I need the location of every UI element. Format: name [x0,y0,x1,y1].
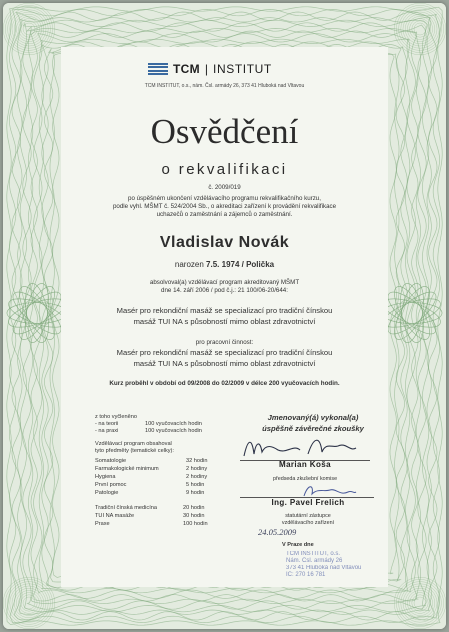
subject-label: Praxe [95,521,110,527]
intro-line-1: po úspěšném ukončení vzdělávacího programu rekvalifikačního kurzu, [128,195,321,202]
subject-label: První pomoc [95,482,127,488]
logo-institute: INSTITUT [213,62,272,76]
hours-theory-label: - na teorii [95,421,119,427]
chair-name: Marian Koša [279,460,331,469]
subject-label: Farmakologické minimum [95,466,159,472]
hours-practice-value: 100 vyučovacích hodin [145,428,202,434]
chair-signature [238,432,368,462]
subject-value: 9 hodin [186,490,205,496]
accreditation-line-1: absolvoval(a) vzdělávací program akreditovaný MŠMT [149,279,300,286]
logo-stripes-icon [148,63,168,76]
accreditation-line-2: dne 14. září 2006 / pod č.j.: 21 100/06-20/644: [161,287,288,294]
director-role-2: vzdělávacího zařízení [281,520,335,526]
subject-label: Tradiční čínská medicína [95,505,157,511]
place-label: V Praze dne [282,542,314,548]
subject-value: 5 hodin [186,482,205,488]
examiner-heading-1: Jmenovaný(á) vykonal(a) [267,413,359,422]
birth-line [0,260,449,269]
subject-value: 2 hodiny [186,466,208,472]
director-name: Ing. Pavel Frelich [271,498,345,507]
director-role-1: statutární zástupce [285,513,331,519]
intro-line-3: uchazečů o zaměstnání a zájemců o zaměstnání. [156,211,293,218]
intro-line-2: podle vyhl. MŠMT č. 524/2004 Sb., o akreditaci zařízení k provádění rekvalifikace [112,203,337,210]
stamp-line-4: IČ: 270 16 781 [286,572,326,578]
course-period: Kurz proběhl v období od 09/2008 do 02/2009 v délce 200 vyučovacích hodin. [109,380,340,387]
subject-value: 100 hodin [183,521,208,527]
birth-label: narozen [174,260,204,269]
subject-label: Hygiena [95,474,116,480]
program-line-2: masáž TUI NA s působností mimo oblast zdravotnictví [133,317,316,326]
birth-value: 7.5. 1974 / Polička [206,260,275,269]
examiner-heading-2: úspěšně závěrečné zkoušky [262,424,364,433]
header-address: TCM INSTITUT, o.s., nám. Čsl. armády 26, 373 41 Hluboká nad Vltavou [144,83,305,89]
subject-value: 2 hodiny [186,474,208,480]
certificate-paper [3,3,446,629]
subject-value: 30 hodin [183,513,205,519]
logo-brand: TCM [173,62,200,76]
logo-separator: | [204,62,209,76]
logo [148,62,272,76]
stamp-line-2: Nám. Čsl. armády 26 [286,558,343,564]
subject-label: TUI NA masáže [95,513,135,519]
certificate-subtitle: o rekvalifikaci [161,161,288,178]
certificate-number: č. 2009/019 [208,184,241,191]
work-line-2: masáž TUI NA s působností mimo oblast zdravotnictví [133,359,316,368]
hours-theory-value: 100 vyučovacích hodin [145,421,202,427]
program-intro-1: Vzdělávací program obsahoval [95,441,172,447]
work-line-1: Masér pro rekondiční masáž se specializací pro tradiční čínskou [116,348,333,357]
stamp-line-3: 373 41 Hluboká nad Vltavou [286,565,362,571]
subject-label: Somatologie [95,458,127,464]
subject-label: Patologie [95,490,119,496]
hours-heading: z toho vyčleněno [95,414,137,420]
subject-value: 20 hodin [183,505,205,511]
program-intro-2: tyto předměty (tematické celky): [95,448,174,454]
handwritten-date: 24.05.2009 [258,527,297,537]
work-label: pro pracovní činnost: [195,339,254,346]
program-line-1: Masér pro rekondiční masáž se specializací pro tradiční čínskou [116,306,333,315]
holder-name: Vladislav Novák [159,234,290,251]
hours-practice-label: - na praxi [95,428,119,434]
chair-role: předseda zkušební komise [272,476,338,482]
stamp-line-1: TCM INSTITUT, o.s. [286,551,340,557]
subject-value: 32 hodin [186,458,208,464]
certificate-title: Osvědčení [150,112,299,151]
